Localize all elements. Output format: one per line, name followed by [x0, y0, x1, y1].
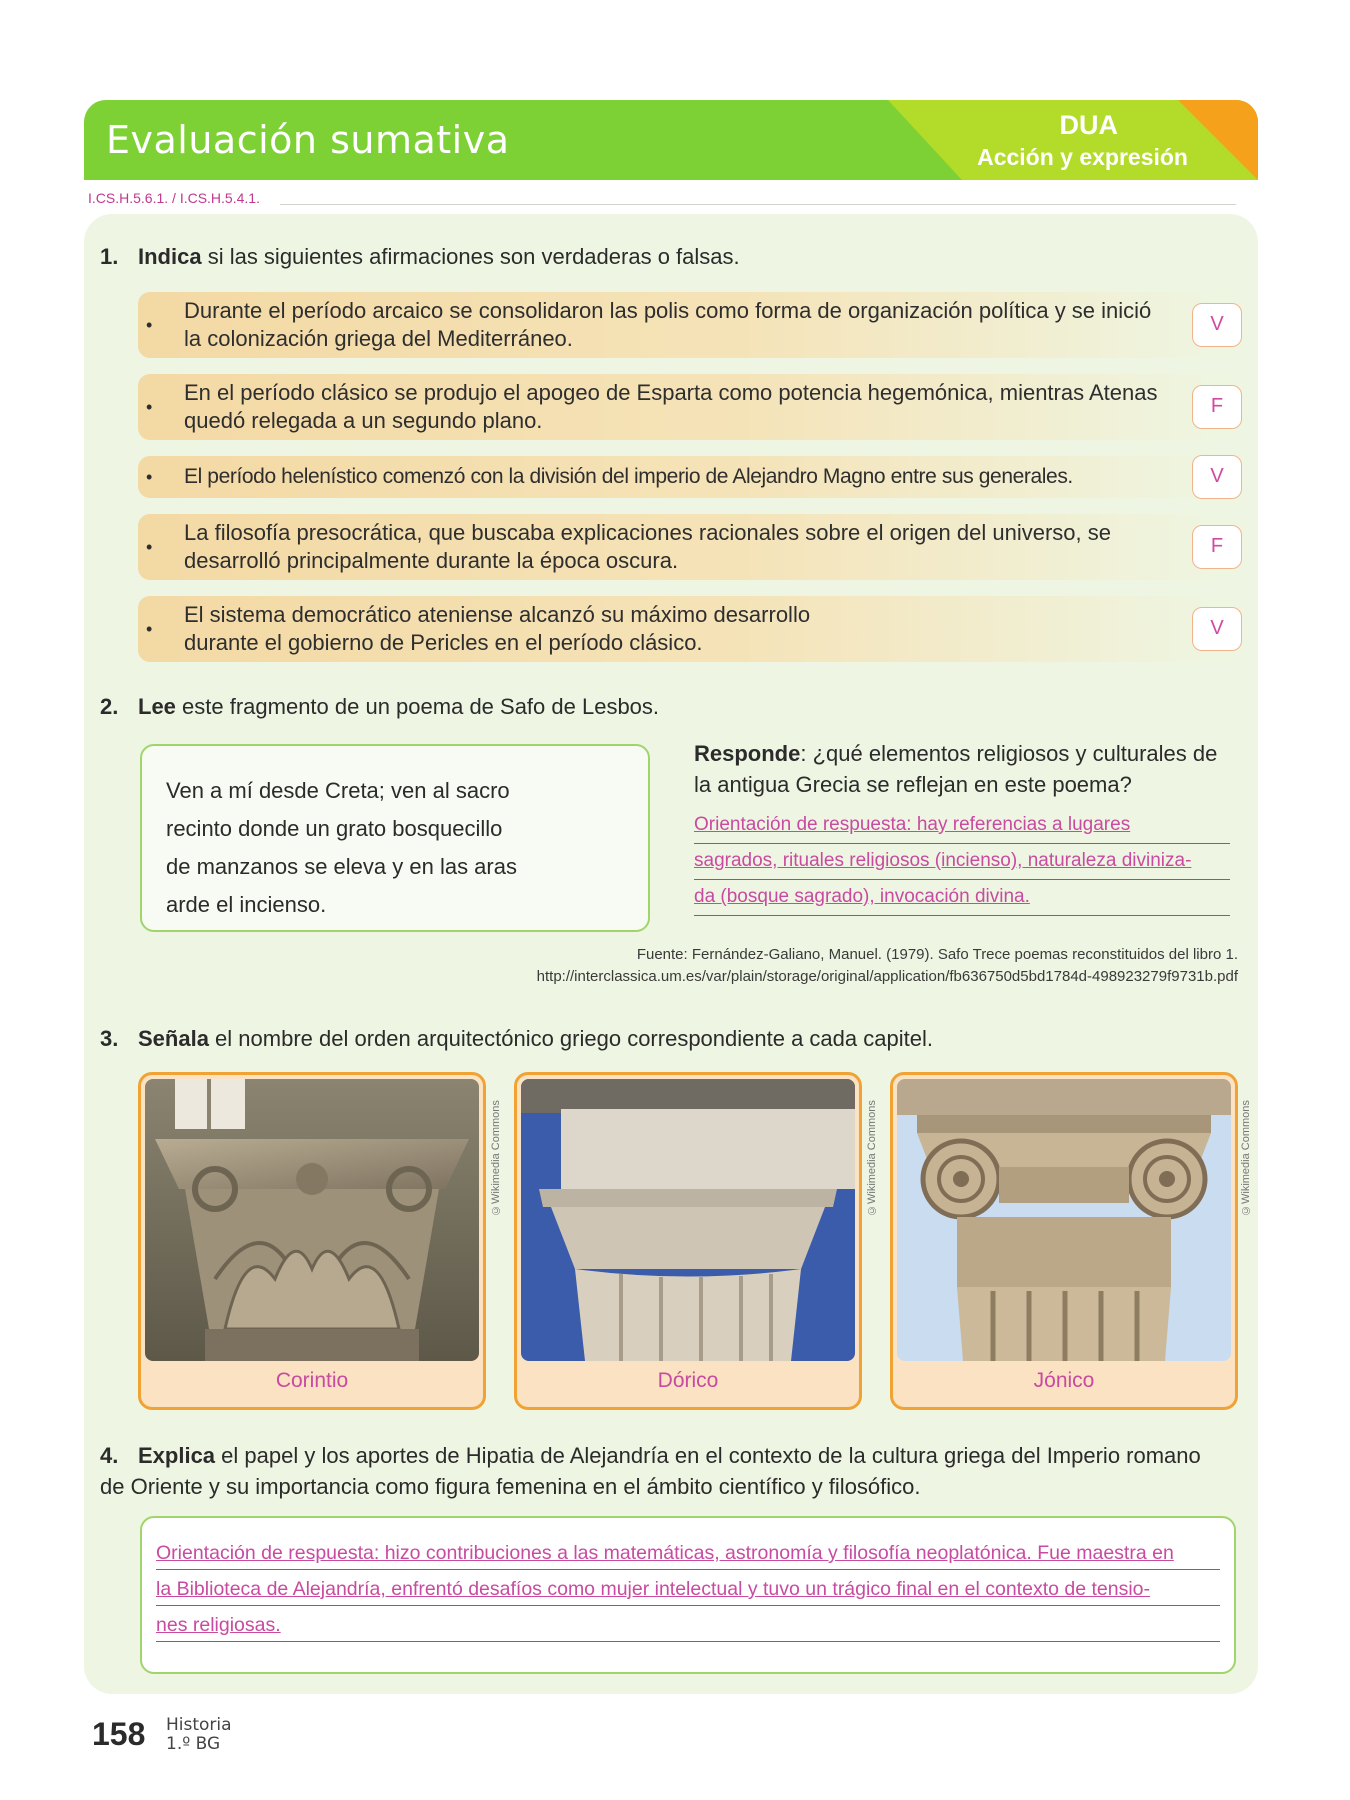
answer-line[interactable]: Orientación de respuesta: hay referencias a lugares — [694, 814, 1230, 844]
dua-title: DUA — [1059, 110, 1118, 140]
question-prompt: si las siguientes afirmaciones son verdaderas o falsas. — [201, 244, 740, 269]
statement-row — [138, 292, 1238, 358]
subject-name: Historia — [166, 1715, 232, 1735]
respond-text: : ¿qué elementos religiosos y culturales de la antigua Grecia se reflejan en este poema? — [694, 741, 1218, 797]
ionic-capital-image — [897, 1079, 1231, 1361]
capital-label[interactable]: Jónico — [1033, 1369, 1095, 1392]
answer-box — [140, 1516, 1236, 1674]
poem-line: arde el incienso. — [166, 892, 327, 917]
statement-text: La filosofía presocrática, que buscaba explicaciones racionales sobre el origen del universo, se desarrolló principalmente durante la época oscura. — [184, 520, 1111, 573]
question-number: 3. — [100, 1026, 119, 1051]
footer-subject — [166, 1716, 232, 1754]
statement-text: En el período clásico se produjo el apogeo de Esparta como potencia hegemónica, mientras Atenas quedó relegada a un segundo plano. — [184, 380, 1158, 433]
page-title: Evaluación sumativa — [106, 118, 510, 162]
statement-text: El período helenístico comenzó con la división del imperio de Alejandro Magno entre sus generales. — [184, 465, 1073, 488]
bullet: • — [146, 315, 153, 335]
statement-row — [138, 374, 1238, 440]
question-number: 4. — [100, 1443, 119, 1468]
answer-line[interactable]: Orientación de respuesta: hizo contribuciones a las matemáticas, astronomía y filosofía neoplatónica. Fue maestra en — [156, 1536, 1220, 1570]
source-link[interactable]: http://interclassica.um.es/var/plain/storage/original/application/fb636750d5bd1784d-498923279f9731b.pdf — [536, 968, 1238, 985]
answer-box[interactable]: V — [1192, 455, 1242, 499]
capital-card-doric — [514, 1072, 862, 1410]
bullet: • — [146, 537, 153, 557]
question-verb: Señala — [138, 1026, 209, 1051]
question-3 — [100, 1026, 933, 1052]
capital-label[interactable]: Corintio — [275, 1369, 349, 1392]
corinthian-capital-image — [145, 1079, 479, 1361]
poem-box — [140, 744, 650, 932]
answer-box[interactable]: F — [1192, 525, 1242, 569]
question-number: 2. — [100, 694, 119, 719]
answer-line[interactable]: da (bosque sagrado), invocación divina. — [694, 886, 1230, 916]
header-banner — [84, 100, 1258, 180]
image-credit: ©Wikimedia Commons — [866, 1100, 878, 1216]
capital-card-ionic — [890, 1072, 1238, 1410]
question-2 — [100, 694, 659, 720]
bullet: • — [146, 619, 153, 639]
image-credit: ©Wikimedia Commons — [1240, 1100, 1252, 1216]
question-1 — [100, 244, 740, 270]
indicator-divider — [280, 204, 1236, 205]
page-number: 158 — [92, 1716, 146, 1752]
question-verb: Lee — [138, 694, 176, 719]
indicator-code: I.CS.H.5.6.1. / I.CS.H.5.4.1. — [88, 190, 260, 206]
answer-line[interactable]: nes religiosas. — [156, 1608, 1220, 1642]
answer-line[interactable]: sagrados, rituales religiosos (incienso), naturaleza diviniza- — [694, 850, 1230, 880]
grade-level: 1.º BG — [166, 1734, 221, 1754]
question-prompt-continued: de Oriente y su importancia como figura femenina en el ámbito científico y filosófico. — [100, 1474, 921, 1499]
question-verb: Indica — [138, 244, 202, 269]
answer-box[interactable]: F — [1192, 385, 1242, 429]
poem-line: Ven a mí desde Creta; ven al sacro — [166, 778, 510, 803]
doric-capital-image — [521, 1079, 855, 1361]
bullet: • — [146, 467, 153, 487]
answer-box[interactable]: V — [1192, 607, 1242, 651]
statement-row — [138, 456, 1238, 498]
poem-line: recinto donde un grato bosquecillo — [166, 816, 503, 841]
image-credit: ©Wikimedia Commons — [490, 1100, 502, 1216]
source-citation: Fuente: Fernández-Galiano, Manuel. (1979). Safo Trece poemas reconstituidos del libro 1. — [636, 946, 1238, 963]
answer-box[interactable]: V — [1192, 303, 1242, 347]
question-number: 1. — [100, 244, 119, 269]
capital-label[interactable]: Dórico — [657, 1369, 719, 1392]
respond-label: Responde — [694, 741, 801, 766]
question-4 — [100, 1440, 1240, 1502]
question-prompt: el papel y los aportes de Hipatia de Alejandría en el contexto de la cultura griega del Imperio romano — [215, 1443, 1201, 1468]
respond-prompt — [694, 738, 1238, 800]
statement-row — [138, 514, 1238, 580]
bullet: • — [146, 397, 153, 417]
question-prompt: el nombre del orden arquitectónico griego correspondiente a cada capitel. — [208, 1026, 933, 1051]
statement-text: Durante el período arcaico se consolidaron las polis como forma de organización política y se inició la colonización griega del Mediterráneo. — [184, 298, 1152, 351]
question-prompt: este fragmento de un poema de Safo de Lesbos. — [175, 694, 660, 719]
statement-text: El sistema democrático ateniense alcanzó su máximo desarrollo durante el gobierno de Pericles en el período clásico. — [184, 602, 811, 655]
question-verb: Explica — [138, 1443, 216, 1468]
capital-card-corinthian — [138, 1072, 486, 1410]
answer-line[interactable]: la Biblioteca de Alejandría, enfrentó desafíos como mujer intelectual y tuvo un trágico final en el contexto de tensio- — [156, 1572, 1220, 1606]
poem-line: de manzanos se eleva y en las aras — [166, 854, 517, 879]
statement-row — [138, 596, 1238, 662]
dua-subtitle: Acción y expresión — [977, 144, 1188, 170]
